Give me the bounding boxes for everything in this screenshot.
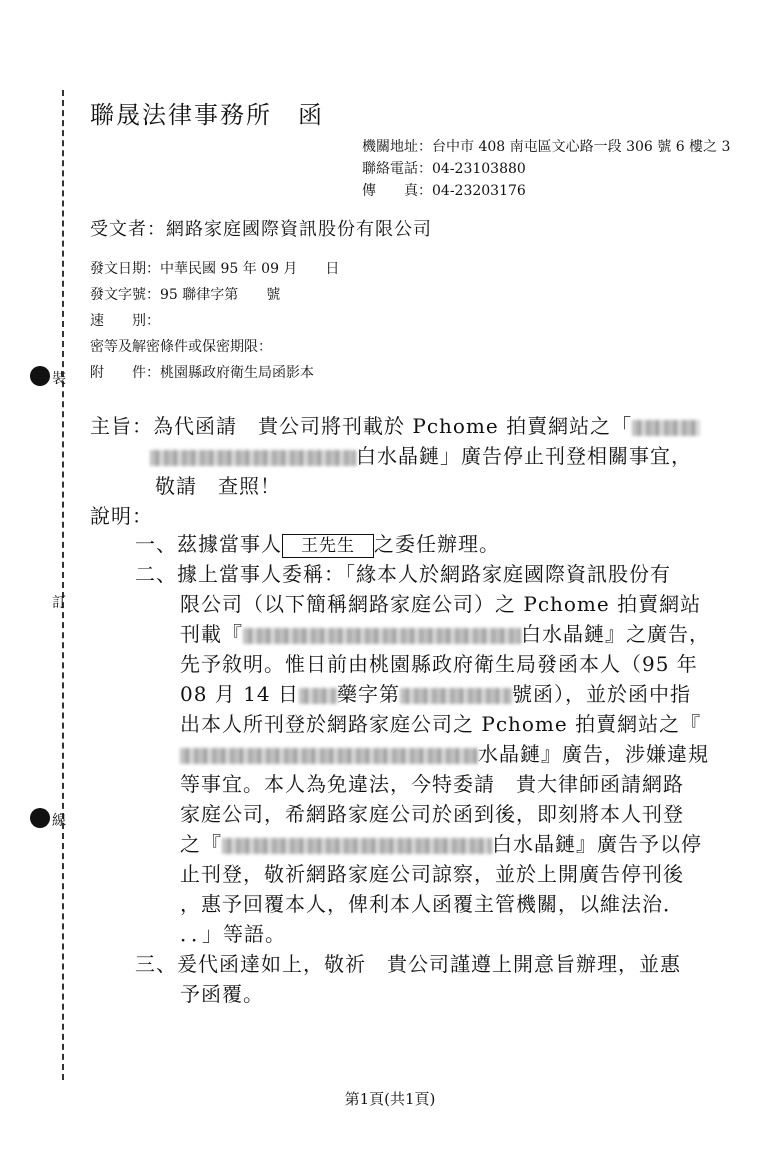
issue-date: 中華民國 95 年 09 月 日: [160, 261, 340, 277]
item2-l5-text-a: 08 月 14 日: [180, 682, 299, 706]
subject-line-2: [150, 440, 692, 469]
item1-text-b: 之委任辦理。: [374, 532, 500, 556]
redacted-product-name: [150, 450, 356, 466]
fax-line: [362, 180, 526, 202]
item2-line-5: [180, 678, 691, 707]
speed-row: [90, 310, 160, 330]
item2-l10-text-b: 白水晶鏈』廣告予以停: [492, 832, 702, 856]
binding-mark-middle: 訂: [52, 595, 66, 611]
attachment-row: [90, 362, 314, 382]
subject-line-3: 敬請 查照！: [155, 474, 281, 498]
redacted-product-name: [180, 748, 478, 764]
phone-label: 聯絡電話：: [362, 161, 432, 177]
redacted-product-name: [632, 420, 700, 436]
item3-line-1: 三、爰代函達如上，敬祈 貴公司謹遵上開意旨辦理，並惠: [135, 952, 681, 976]
recipient: 受文者：網路家庭國際資訊股份有限公司: [90, 219, 432, 240]
explanation-heading: 說明：: [90, 504, 153, 528]
secrecy-row: [90, 336, 272, 356]
item2-l5-text-c: 號函），並於函中指: [511, 682, 691, 706]
item1-text-a: 一、茲據當事人: [135, 532, 282, 556]
secrecy-label: 密等及解密條件或保密期限：: [90, 339, 272, 355]
phone-number: 04-23103880: [432, 161, 526, 177]
binding-mark-bottom: 線: [52, 813, 66, 829]
speed-label: 速 別：: [90, 313, 160, 329]
office-address: 機關地址：台中市 408 南屯區文心路一段 306 號 6 樓之 3: [362, 139, 731, 155]
item2-l7-text-b: 水晶鏈』廣告，涉嫌違規: [478, 742, 709, 766]
binding-line: [62, 90, 64, 1080]
item3-line-2: 予函覆。: [180, 982, 264, 1006]
item2-l10-text-a: 之『: [180, 832, 222, 856]
redacted-letter-number: [400, 688, 512, 704]
redacted-product-name: [243, 628, 521, 644]
item2-line-13: ．．」等語。: [180, 922, 286, 946]
binding-hole-bottom: [30, 808, 50, 828]
item2-line-3: [180, 618, 710, 647]
phone-line: [362, 158, 526, 180]
issue-date-row: [90, 258, 339, 278]
item2-l3-text-b: 白水晶鏈』之廣告，: [521, 622, 710, 646]
subject-text-2: 白水晶鏈」廣告停止刊登相關事宜，: [356, 444, 692, 468]
item2-line-6: 出本人所刊登於網路家庭公司之 Pchome 拍賣網站之『: [180, 712, 702, 736]
issue-number-label: 發文字號：: [90, 287, 160, 303]
item2-line-9: 家庭公司，希網路家庭公司於函到後，即刻將本人刊登: [180, 802, 684, 826]
fax-number: 04-23203176: [432, 183, 526, 199]
attachment-label: 附 件：: [90, 365, 160, 381]
document-title: 聯晟法律事務所 函: [90, 101, 324, 129]
issue-number-row: [90, 284, 280, 304]
subject-text-1: 主旨：為代函請 貴公司將刊載於 Pchome 拍賣網站之「: [90, 414, 633, 438]
item2-line-10: [180, 828, 702, 857]
item2-line-1: 二、據上當事人委稱：「緣本人於網路家庭國際資訊股份有: [135, 562, 671, 586]
issue-date-label: 發文日期：: [90, 261, 160, 277]
binding-mark-top: 裝: [52, 371, 66, 387]
issue-number: 95 聯律字第 號: [160, 287, 281, 303]
attachment-value: 桃園縣政府衛生局函影本: [160, 365, 314, 381]
fax-label: 傳 真：: [362, 183, 432, 199]
item2-l5-text-b: 藥字第: [336, 682, 400, 706]
item2-line-4: 先予敘明。惟日前由桃園縣政府衛生局發函本人（95 年: [180, 652, 698, 676]
item2-line-2: 限公司（以下簡稱網路家庭公司）之 Pchome 拍賣網站: [180, 592, 702, 616]
redacted-agency-code: [299, 688, 337, 704]
explanation-item-1: [135, 528, 500, 558]
page-number: 第1頁(共1頁): [344, 1090, 436, 1108]
redacted-product-name: [222, 838, 492, 854]
item2-l3-text-a: 刊載『: [180, 622, 243, 646]
item2-line-11: 止刊登，敬祈網路家庭公司諒察，並於上開廣告停刊後: [180, 862, 684, 886]
item2-line-8: 等事宜。本人為免違法，今特委請 貴大律師函請網路: [180, 772, 684, 796]
item2-line-12: ，惠予回覆本人，俾利本人函覆主管機關，以維法治．: [180, 892, 684, 916]
client-name-box: 王先生: [282, 534, 374, 558]
binding-hole-top: [30, 366, 50, 386]
item2-line-7: [180, 738, 709, 767]
subject-line-1: [90, 410, 700, 439]
